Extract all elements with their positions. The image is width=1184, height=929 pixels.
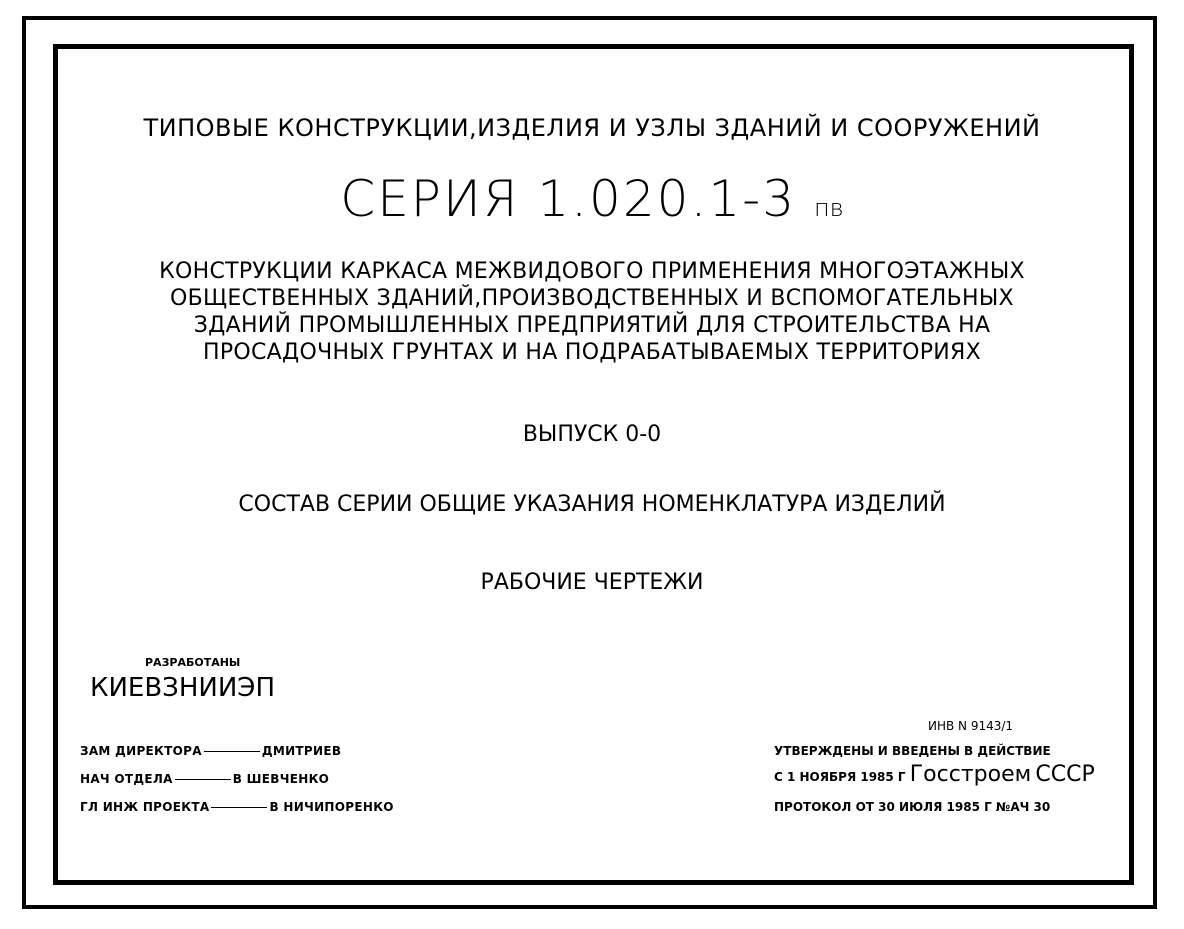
- signature-row: [80, 744, 341, 758]
- approval-org: Госстроем: [909, 762, 1032, 787]
- signature-role: ГЛ ИНЖ ПРОЕКТА: [80, 800, 210, 814]
- signature-role: НАЧ ОТДЕЛА: [80, 772, 173, 786]
- approval-country: СССР: [1035, 762, 1095, 787]
- signature-mark: [211, 807, 267, 808]
- description-line: КОНСТРУКЦИИ КАРКАСА МЕЖВИДОВОГО ПРИМЕНЕНИЯ МНОГОЭТАЖНЫХ: [159, 259, 1025, 284]
- signature-mark: [175, 779, 231, 780]
- series-number: СЕРИЯ 1.020.1-3: [340, 170, 797, 228]
- issue-number: ВЫПУСК 0-0: [522, 422, 662, 447]
- description-line: ЗДАНИЙ ПРОМЫШЛЕННЫХ ПРЕДПРИЯТИЙ ДЛЯ СТРОИТЕЛЬСТВА НА: [193, 313, 991, 338]
- composition-line: СОСТАВ СЕРИИ ОБЩИЕ УКАЗАНИЯ НОМЕНКЛАТУРА ИЗДЕЛИЙ: [238, 492, 946, 517]
- signature-name: ДМИТРИЕВ: [261, 744, 342, 758]
- description-line: ПРОСАДОЧНЫХ ГРУНТАХ И НА ПОДРАБАТЫВАЕМЫХ ТЕРРИТОРИЯХ: [203, 340, 981, 365]
- protocol-line: ПРОТОКОЛ ОТ 30 ИЮЛЯ 1985 Г №АЧ 30: [774, 800, 1051, 814]
- series-title: [0, 170, 1184, 228]
- inventory-number: ИНВ N 9143/1: [928, 719, 1014, 733]
- developer-org: КИЕВЗНИИЭП: [90, 673, 275, 703]
- description-line: ОБЩЕСТВЕННЫХ ЗДАНИЙ,ПРОИЗВОДСТВЕННЫХ И ВСПОМОГАТЕЛЬНЫХ: [170, 286, 1014, 311]
- signature-name: В ШЕВЧЕНКО: [232, 772, 330, 786]
- approval-date: С 1 НОЯБРЯ 1985 Г: [774, 770, 910, 784]
- signature-name: В НИЧИПОРЕНКО: [269, 800, 394, 814]
- approval-date-line: [774, 762, 1095, 787]
- developer-label: РАЗРАБОТАНЫ: [145, 656, 241, 669]
- document-heading: ТИПОВЫЕ КОНСТРУКЦИИ,ИЗДЕЛИЯ И УЗЛЫ ЗДАНИЙ И СООРУЖЕНИЙ: [143, 114, 1041, 142]
- drawings-label: РАБОЧИЕ ЧЕРТЕЖИ: [480, 570, 704, 595]
- approval-line: УТВЕРЖДЕНЫ И ВВЕДЕНЫ В ДЕЙСТВИЕ: [774, 744, 1051, 758]
- signature-row: [80, 800, 394, 814]
- signature-row: [80, 772, 329, 786]
- signature-mark: [204, 751, 260, 752]
- signature-role: ЗАМ ДИРЕКТОРА: [80, 744, 202, 758]
- description: [0, 258, 1184, 366]
- series-suffix: пв: [813, 194, 844, 222]
